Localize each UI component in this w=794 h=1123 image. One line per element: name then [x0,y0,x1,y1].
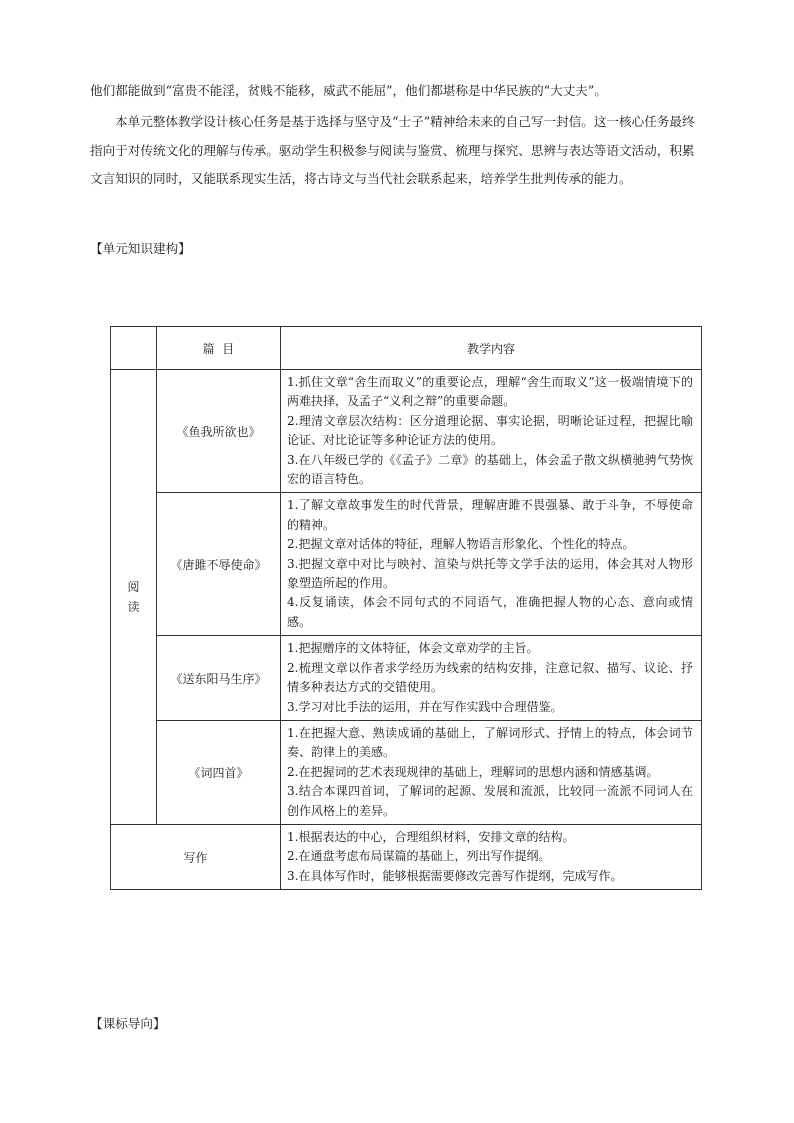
writing-content [281,824,702,889]
lesson-content [281,370,702,493]
section-heading-standard: 【课标导向】 [90,1016,166,1031]
lesson-content [281,636,702,721]
content-item: 2.理清文章层次结构：区分道理论据、事实论据，明晰论证过程，把握比喻论证、对比论证等多种论证方法的使用。 [287,413,693,448]
table-row [111,370,702,493]
section-heading-knowledge: 【单元知识建构】 [90,241,191,256]
content-item: 2.在把握词的艺术表现规律的基础上，理解词的思想内涵和情感基调。 [287,764,659,779]
reading-category-label: 阅读 [127,579,140,614]
content-item: 3.把握文章中对比与映衬、渲染与烘托等文学手法的运用，体会其对人物形象塑造所起的作用。 [287,556,693,591]
content-item: 3.学习对比手法的运用，并在写作实践中合理借鉴。 [287,699,563,714]
content-item: 1.在把握大意、熟读成诵的基础上，了解词形式、抒情上的特点，体会词节奏、韵律上的美感。 [287,725,693,760]
header-title-cell: 篇 目 [157,327,281,370]
content-item: 1.抓住文章“舍生而取义”的重要论点，理解“舍生而取义”这一极端情境下的两难抉择，及孟子“义利之辩”的重要命题。 [287,375,693,409]
content-item: 2.梳理文章以作者求学经历为线索的结构安排，注意记叙、描写、议论、抒情多种表达方式的交错使用。 [287,660,693,695]
content-item: 1.把握赠序的文体特征，体会文章劝学的主旨。 [287,641,539,656]
header-content-cell: 教学内容 [281,327,702,370]
content-item: 1.了解文章故事发生的时代背景，理解唐雎不畏强暴、敢于斗争，不辱使命的精神。 [287,498,693,532]
intro-paragraph-1: 他们都能做到“富贵不能淫，贫贱不能移，威武不能屈”，他们都堪称是中华民族的“大丈夫”。 [90,83,607,98]
table-row [111,493,702,636]
intro-paragraph-2: 本单元整体教学设计核心任务是基于选择与坚守及“士子”精神给未来的自己写一封信。这一核心任务最终指向于对传统文化的理解与传承。驱动学生积极参与阅读与鉴赏、梳理与探究、思辨与表达等语文活动，积累文言知识的同时，又能联系现实生活，将古诗文与当代社会联系起来，培养学生批判传承的能力。 [90,114,695,186]
content-item: 3.在八年级已学的《《孟子》二章》的基础上，体会孟子散文纵横驰骋气势恢宏的语言特色。 [287,452,693,487]
content-item: 2.把握文章对话体的特征，理解人物语言形象化、个性化的特点。 [287,537,635,552]
content-item: 1.根据表达的中心，合理组织材料，安排文章的结构。 [287,829,575,844]
lesson-title: 《词四首》 [157,720,281,824]
table-row [111,720,702,824]
reading-category-cell [111,370,157,825]
table-row [111,824,702,889]
lesson-title: 《鱼我所欲也》 [157,370,281,493]
lesson-content [281,720,702,824]
knowledge-table [110,326,702,890]
lesson-title: 《送东阳马生序》 [157,636,281,721]
writing-category-cell: 写作 [111,824,281,889]
header-empty-cell [111,327,157,370]
content-item: 3.在具体写作时，能够根据需要修改完善写作提纲，完成写作。 [287,868,623,883]
table-row [111,636,702,721]
content-item: 3.结合本课四首词，了解词的起源、发展和流派，比较同一流派不同词人在创作风格上的差异。 [287,784,693,818]
table-header-row [111,327,702,370]
content-item: 4.反复诵读，体会不同句式的不同语气，准确把握人物的心态、意向或情感。 [287,595,693,629]
content-item: 2.在通盘考虑布局谋篇的基础上，列出写作提纲。 [287,849,551,864]
lesson-content [281,493,702,636]
lesson-title: 《唐雎不辱使命》 [157,493,281,636]
